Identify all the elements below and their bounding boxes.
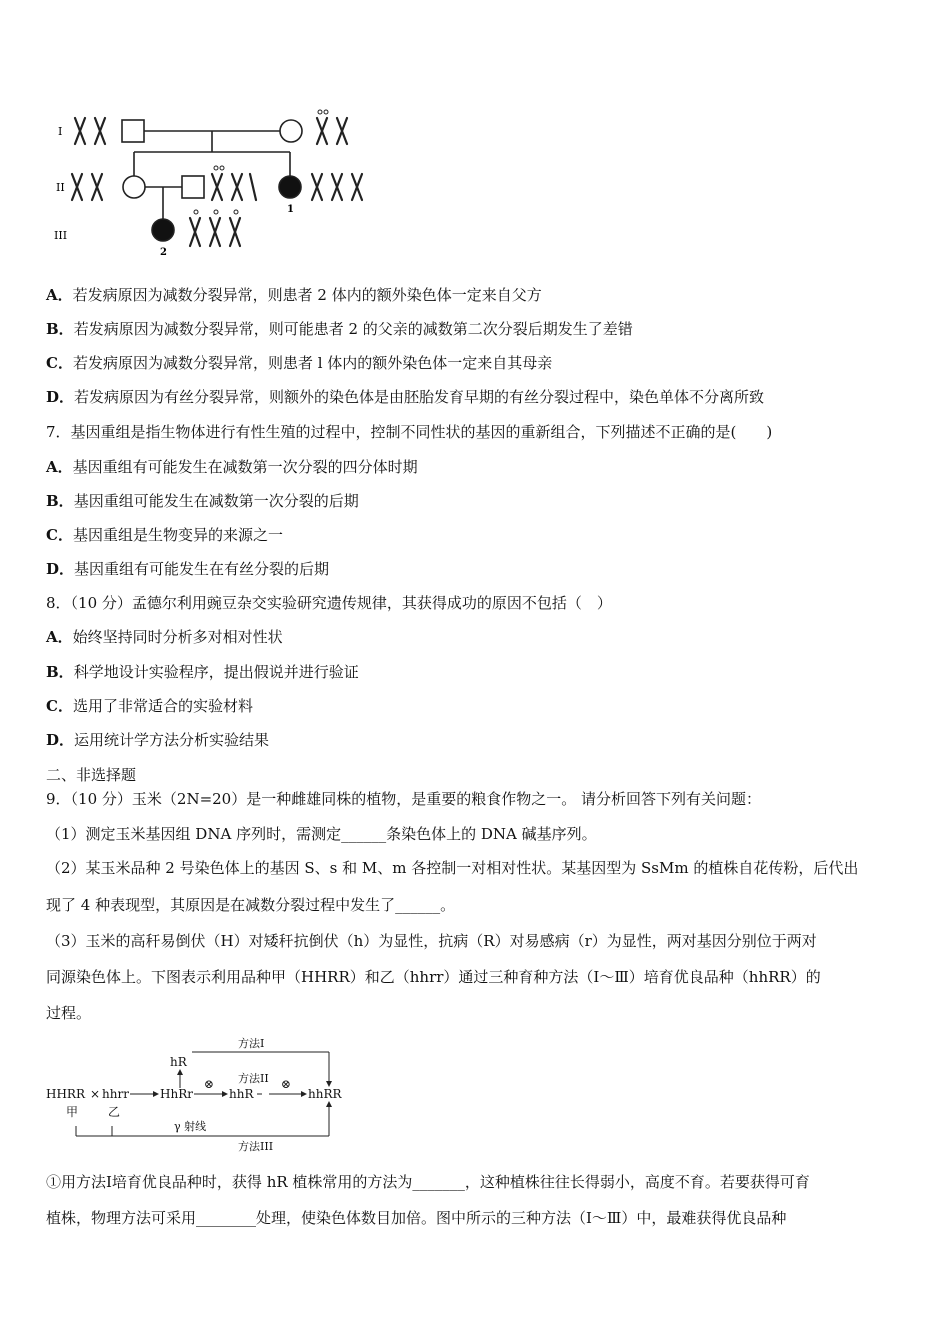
q9-part1: （1）测定玉米基因组 DNA 序列时，需测定______条染色体上的 DNA 碱基序列。: [46, 825, 597, 843]
q8-option-d: D．运用统计学方法分析实验结果: [46, 731, 270, 749]
scheme-gamma-ray: γ 射线: [174, 1120, 207, 1133]
q7-option-b: B．基因重组可能发生在减数第一次分裂的后期: [46, 492, 359, 510]
q9-part3-line3: 过程。: [46, 1004, 92, 1022]
scheme-hhrr: hhrr: [102, 1087, 129, 1101]
scheme-method3: 方法III: [238, 1140, 274, 1153]
q7-option-d: D．基因重组有可能发生在有丝分裂的后期: [46, 560, 330, 578]
scheme-HHRR: HHRR: [46, 1087, 85, 1101]
scheme-hhR: hhR: [229, 1087, 254, 1101]
gen1-female: [280, 120, 302, 142]
gen2-affected-female-1: [279, 176, 301, 198]
breeding-scheme-figure: [44, 1030, 364, 1156]
q8-option-a: A．始终坚持同时分析多对相对性状: [46, 628, 283, 646]
q7-option-a: A．基因重组有可能发生在减数第一次分裂的四分体时期: [46, 458, 418, 476]
scheme-hhRR: hhRR: [308, 1087, 342, 1101]
gen-label-I: I: [58, 125, 63, 138]
scheme-yi: 乙: [108, 1105, 121, 1119]
q9-part4-line2: 植株，物理方法可采用________处理，使染色体数目加倍。图中所示的三种方法（Ⅰ～Ⅲ）中，最难获得优良品种: [46, 1209, 787, 1227]
label-individual-1: 1: [287, 204, 294, 215]
label-individual-2: 2: [160, 247, 167, 258]
q7-stem: 7．基因重组是指生物体进行有性生殖的过程中，控制不同性状的基因的重新组合，下列描述不正确的是( ): [46, 423, 773, 441]
q6-option-a: A．若发病原因为减数分裂异常，则患者 2 体内的额外染色体一定来自父方: [46, 286, 542, 304]
q8-option-b: B．科学地设计实验程序，提出假说并进行验证: [46, 663, 359, 681]
section-heading: 二、非选择题: [46, 766, 137, 784]
q6-option-c: C．若发病原因为减数分裂异常，则患者 l 体内的额外染色体一定来自其母亲: [46, 354, 553, 372]
q8-option-c: C．选用了非常适合的实验材料: [46, 697, 253, 715]
q8-stem: 8．（10 分）孟德尔利用豌豆杂交实验研究遗传规律，其获得成功的原因不包括（ ）: [46, 594, 612, 612]
q9-part4-line1: ①用方法Ⅰ培育优良品种时，获得 hR 植株常用的方法为_______，这种植株往往长得弱小，高度不育。若要获得可育: [46, 1173, 810, 1191]
scheme-cross: ×: [90, 1087, 101, 1101]
gen1-male: [122, 120, 144, 142]
q6-option-d: D．若发病原因为有丝分裂异常，则额外的染色体是由胚胎发育早期的有丝分裂过程中，染色单体不分离所致: [46, 388, 765, 406]
scheme-hR: hR: [170, 1055, 187, 1069]
gen2-female: [123, 176, 145, 198]
scheme-jia: 甲: [66, 1105, 79, 1119]
q9-stem: 9．（10 分）玉米（2N=20）是一种雌雄同株的植物，是重要的粮食作物之一。 请分析回答下列有关问题：: [46, 790, 761, 808]
gen3-affected-female-2: [152, 219, 174, 241]
pedigree-figure: [50, 100, 380, 270]
scheme-method1: 方法I: [238, 1037, 265, 1050]
q9-part2-line2: 现了 4 种表现型，其原因是在减数分裂过程中发生了______。: [46, 896, 456, 914]
gen2-male: [182, 176, 204, 198]
gen-label-III: III: [54, 229, 68, 242]
q7-option-c: C．基因重组是生物变异的来源之一: [46, 526, 283, 544]
scheme-selfing-1: ⊗: [204, 1077, 215, 1091]
q9-part3-line1: （3）玉米的高秆易倒伏（H）对矮秆抗倒伏（h）为显性，抗病（R）对易感病（r）为显性，两对基因分别位于两对: [46, 932, 817, 950]
gen-label-II: II: [56, 181, 65, 194]
scheme-HhRr: HhRr: [160, 1087, 193, 1101]
q6-option-b: B．若发病原因为减数分裂异常，则可能患者 2 的父亲的减数第二次分裂后期发生了差错: [46, 320, 633, 338]
scheme-method2: 方法II: [238, 1072, 269, 1085]
scheme-selfing-2: ⊗: [281, 1077, 292, 1091]
q9-part2-line1: （2）某玉米品种 2 号染色体上的基因 S、s 和 M、m 各控制一对相对性状。某基因型为 SsMm 的植株自花传粉，后代出: [46, 859, 859, 877]
q9-part3-line2: 同源染色体上。下图表示利用品种甲（HHRR）和乙（hhrr）通过三种育种方法（Ⅰ～Ⅲ）培育优良品种（hhRR）的: [46, 968, 821, 986]
